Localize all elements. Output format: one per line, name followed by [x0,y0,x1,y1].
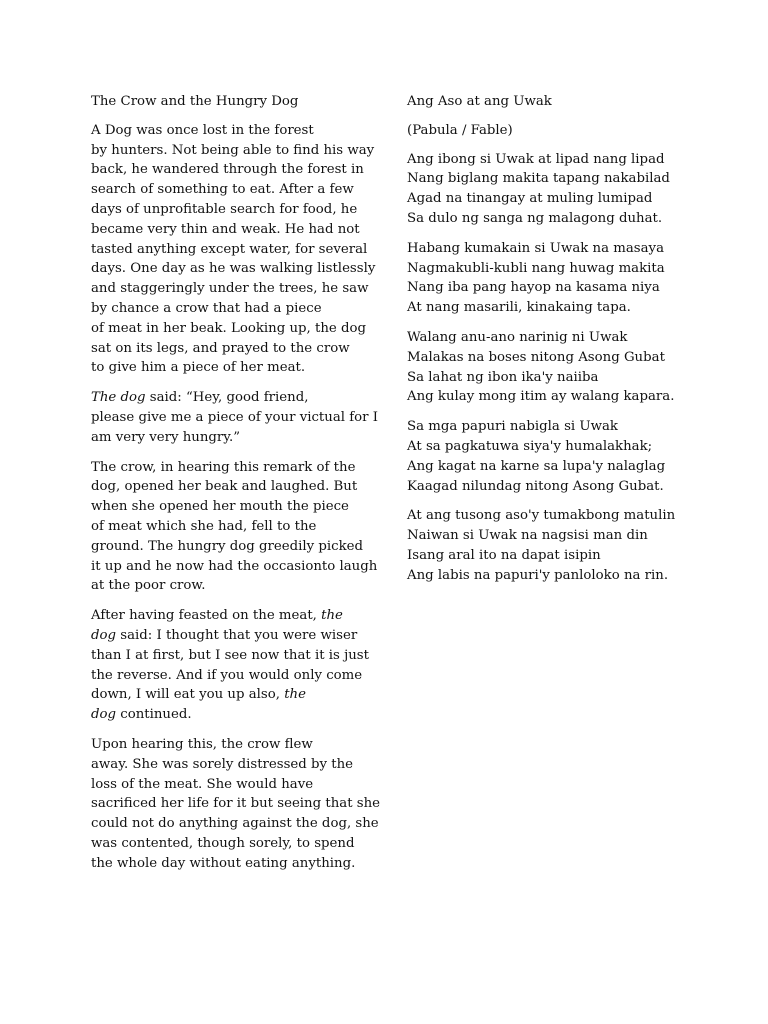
text-line: Upon hearing this, the crow flew [91,736,313,752]
text-line: please give me a piece of your victual for I [91,409,378,425]
poem-line: Sa dulo ng sanga ng malagong duhat. [407,210,663,226]
text-line: A Dog was once lost in the forest [91,122,314,138]
poem-stanza-2 [407,239,707,318]
italic-text: the [321,608,343,624]
filipino-poem-column [407,92,707,596]
poem-line: Ang labis na papuri'y panloloko na rin. [407,567,669,583]
poem-line: Isang aral ito na dapat isipin [407,547,601,563]
text-line: away. She was sorely distressed by the [91,756,354,772]
poem-line: Agad na tinangay at muling lumipad [407,191,653,207]
text-line: by chance a crow that had a piece [91,300,322,316]
english-story-column [91,92,381,883]
text-line: sat on its legs, and prayed to the crow [91,340,350,356]
filipino-subtitle: (Pabula / Fable) [407,122,513,138]
english-paragraph-1 [91,121,376,378]
text-line: by hunters. Not being able to find his way [91,142,375,158]
text-line: ground. The hungry dog greedily picked [91,538,364,554]
text-fragment: continued. [116,707,192,723]
text-line: when she opened her mouth the piece [91,499,349,515]
text-line: sacrificed her life for it but seeing that she [91,796,381,812]
text-line: at the poor crow. [91,578,206,594]
italic-text: dog [91,707,117,723]
text-line [91,705,376,725]
text-line [91,626,376,646]
text-line: and staggeringly under the trees, he saw [91,281,369,297]
text-line [91,685,376,705]
text-line: tasted anything except water, for several [91,241,368,257]
english-paragraph-4 [91,606,376,725]
text-line: dog, opened her beak and laughed. But [91,479,358,495]
text-line: of meat which she had, fell to the [91,518,317,534]
poem-line: At ang tusong aso'y tumakbong matulin [407,508,676,524]
poem-line: Naiwan si Uwak na nagsisi man din [407,528,648,544]
poem-line: Malakas na boses nitong Asong Gubat [407,349,665,365]
poem-stanza-1 [407,150,707,229]
poem-line: Kaagad nilundag nitong Asong Gubat. [407,478,664,494]
text-line: the reverse. And if you would only come [91,667,363,683]
text-line: days. One day as he was walking listlessly [91,261,376,277]
english-paragraph-3 [91,458,376,597]
text-line: am very very hungry.” [91,429,241,445]
text-line: search of something to eat. After a few [91,182,354,198]
text-line: could not do anything against the dog, she [91,816,379,832]
text-line: days of unprofitable search for food, he [91,201,358,217]
poem-line: Ang kulay mong itim ay walang kapara. [407,389,675,405]
filipino-title: Ang Aso at ang Uwak [407,94,552,109]
italic-text: The dog [91,390,146,406]
poem-line: Sa lahat ng ibon ika'y naiiba [407,369,599,385]
poem-stanza-3 [407,328,707,407]
text-line: than I at first, but I see now that it is just [91,647,369,663]
text-line: loss of the meat. She would have [91,776,314,792]
poem-line: Ang ibong si Uwak at lipad nang lipad [407,151,665,167]
poem-line: Habang kumakain si Uwak na masaya [407,240,664,256]
text-line: the whole day without eating anything. [91,855,356,871]
text-line: became very thin and weak. He had not [91,221,360,237]
italic-text: dog [91,627,117,643]
english-paragraph-2 [91,388,376,447]
italic-text: the [284,687,306,703]
poem-line: Nang biglang makita tapang nakabilad [407,171,670,187]
text-line: of meat in her beak. Looking up, the dog [91,320,367,336]
text-line [91,388,376,408]
text-line: back, he wandered through the forest in [91,162,364,178]
poem-line: Sa mga papuri nabigla si Uwak [407,419,618,435]
poem-line: At nang masarili, kinakaing tapa. [407,300,631,316]
poem-line: Walang anu-ano narinig ni Uwak [407,329,628,345]
text-line: The crow, in hearing this remark of the [91,459,356,475]
english-title: The Crow and the Hungry Dog [91,94,299,109]
text-line: was contented, though sorely, to spend [91,835,355,851]
poem-line: At sa pagkatuwa siya'y humalakhak; [407,438,653,454]
text-fragment: said: I thought that you were wiser [116,627,358,643]
poem-stanza-4 [407,417,707,496]
text-line: to give him a piece of her meat. [91,360,306,376]
poem-line: Nagmakubli-kubli nang huwag makita [407,260,665,276]
poem-line: Nang iba pang hayop na kasama niya [407,280,660,296]
text-line: it up and he now had the occasionto laugh [91,558,378,574]
poem-line: Ang kagat na karne sa lupa'y nalaglag [407,458,666,474]
english-paragraph-5 [91,735,381,874]
poem-stanza-5 [407,506,707,585]
text-fragment: down, I will eat you up also, [91,687,285,703]
text-fragment: After having feasted on the meat, [91,608,322,624]
text-line [91,606,376,626]
text-fragment: said: “Hey, good friend, [145,390,309,406]
